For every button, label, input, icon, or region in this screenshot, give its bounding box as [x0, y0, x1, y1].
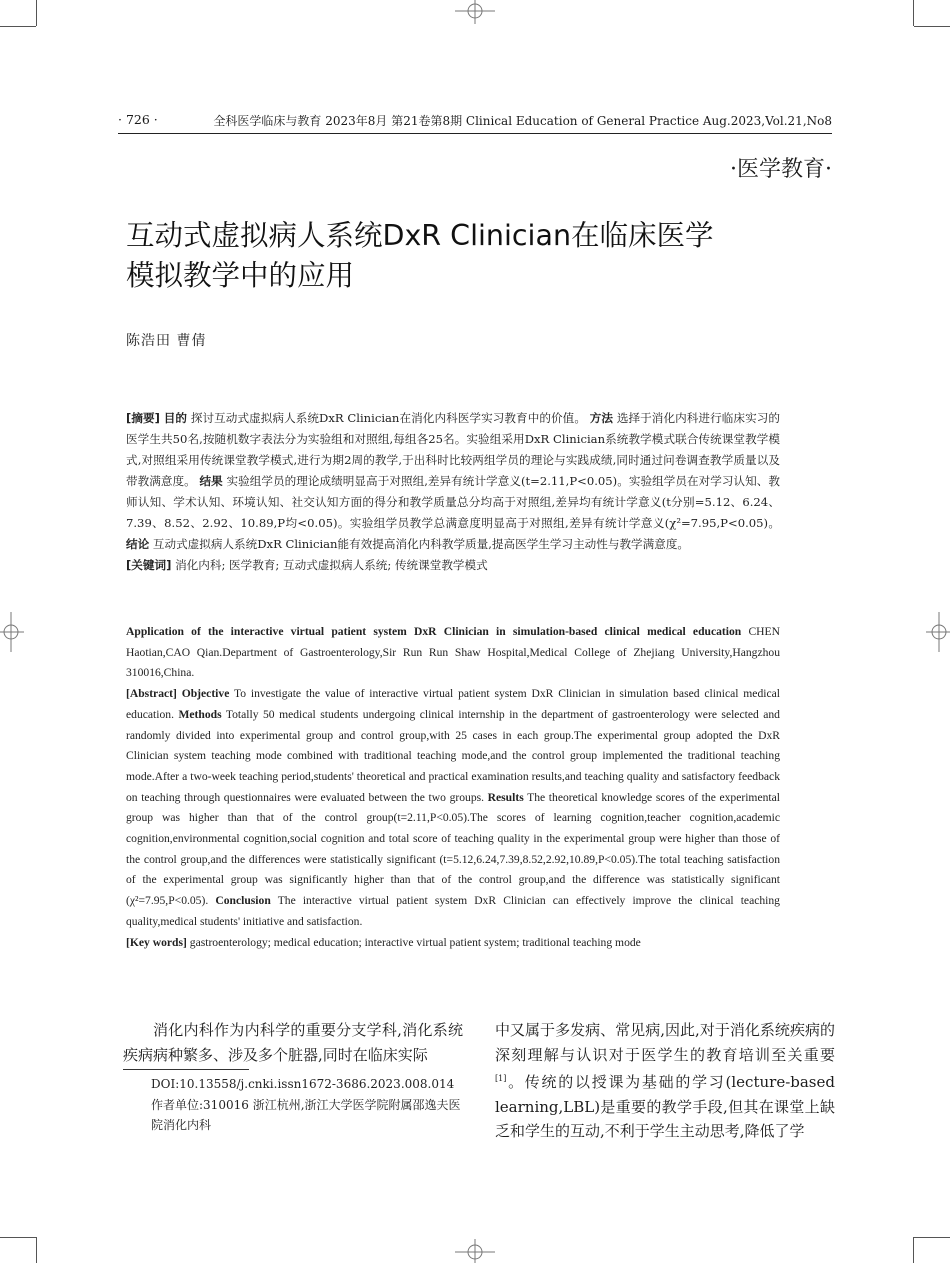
header-rule [118, 133, 832, 134]
abstract-label: [摘要] [126, 411, 160, 425]
objective-label: Objective [181, 687, 230, 701]
registration-mark-right [926, 612, 950, 652]
reference-marker[interactable]: [1] [495, 1074, 507, 1083]
english-abstract [126, 622, 780, 953]
page-number: · 726 · [118, 112, 158, 127]
keywords-label: [关键词] [126, 558, 172, 572]
section-label: ·医学教育· [730, 157, 832, 182]
body-text: 。传统的以授课为基础的学习(lecture-based learning,LBL)是重要的教学手段,但其在课堂上缺乏和学生的互动,不利于学生主动思考,降低了学 [495, 1073, 835, 1140]
chinese-abstract [126, 408, 780, 576]
methods-label: Methods [178, 707, 222, 721]
crop-mark [914, 26, 950, 27]
objective-text: 探讨互动式虚拟病人系统DxR Clinician在消化内科医学实习教育中的价值。 [190, 411, 586, 425]
conclusion-text: The interactive virtual patient system DxR Clinician can effectively improve the clinical teaching quality,medical students' initiative and satisfaction. [126, 894, 780, 928]
keywords-text: gastroenterology; medical education; interactive virtual patient system; traditional teaching mode [189, 935, 641, 949]
results-text: 实验组学员的理论成绩明显高于对照组,差异有统计学意义(t=2.11,P<0.05)。实验组学员在对学习认知、教师认知、学术认知、环境认知、社交认知方面的得分和教学质量总分均高于对照组,差异均有统计学意义(t分别=5.12、6.24、7.39、8.52、2.92、10.89,P均<0.05)。实验组学员教学总满意度明显高于对照组,差异有统计学意义(χ²=7.95,P<0.05)。 [126, 474, 781, 530]
running-header [118, 112, 832, 132]
methods-text: Totally 50 medical students undergoing clinical internship in the department of gastroenterology were selected and randomly divided into experimental group and control group,with 25 cases in each group.The experimental group adopted the DxR Clinician system teaching mode combined with traditional teaching mode,and the control group implemented the traditional teaching mode.After a two-week teaching period,students' theoretical and practical examination results,and teaching quality and satisfactory feedback on teaching through questionnaires were evaluated between the two groups. [126, 707, 780, 804]
footnote-rule [123, 1069, 249, 1070]
crop-mark [913, 1237, 914, 1263]
body-paragraph: 消化内科作为内科学的重要分支学科,消化系统疾病病种繁多、涉及多个脏器,同时在临床实际 [123, 1021, 463, 1064]
affiliation-text: 浙江杭州,浙江大学医学院附属邵逸夫医院消化内科 [151, 1097, 461, 1132]
methods-label: 方法 [589, 411, 614, 425]
registration-mark-bottom [455, 1239, 495, 1263]
objective-text: To investigate the value of interactive virtual patient system DxR Clinician in simulation based clinical medical education. [126, 687, 780, 721]
results-text: The theoretical knowledge scores of the experimental group was higher than that of the control group(t=2.11,P<0.05).The scores of learning cognition,teacher cognition,academic cognition,environmental cognition,social cognition and total score of teaching quality in the experimental group were higher than those of the control group,and the differences were statistically significant (t=5.12,6.24,7.39,8.52,2.92,10.89,P<0.05).The total teaching satisfaction of the experimental group was significantly higher than that of the control group,and the difference was statistically significant (χ²=7.95,P<0.05). [126, 790, 780, 908]
abstract-label: [Abstract] [126, 687, 177, 701]
title-line: 模拟教学中的应用 [126, 259, 355, 292]
crop-mark [0, 26, 36, 27]
registration-mark-top [455, 0, 495, 24]
results-label: 结果 [199, 474, 223, 488]
body-paragraph [495, 1018, 835, 1144]
keywords-text: 消化内科; 医学教育; 互动式虚拟病人系统; 传统课堂教学模式 [175, 558, 488, 572]
footnote [123, 1074, 468, 1136]
methods-text: 选择于消化内科进行临床实习的医学生共50名,按随机数字表法分为实验组和对照组,每组各25名。实验组采用DxR Clinician系统教学模式联合传统课堂教学模式,对照组采用传统课堂教学模式,进行为期2周的教学,于出科时比较两组学员的理论与实践成绩,同时通过问卷调查教学质量以及带教满意度。 [126, 411, 780, 488]
body-column-right [495, 1018, 835, 1144]
crop-mark [914, 1237, 950, 1238]
conclusion-label: 结论 [126, 537, 150, 551]
crop-mark [36, 0, 37, 26]
results-label: Results [487, 790, 524, 804]
body-text: 中又属于多发病、常见病,因此,对于消化系统疾病的深刻理解与认识对于医学生的教育培训至关重要 [495, 1021, 835, 1064]
doi: DOI:10.13558/j.cnki.issn1672-3686.2023.008.014 [151, 1077, 455, 1091]
crop-mark [0, 1237, 36, 1238]
objective-label: 目的 [163, 411, 188, 425]
affiliation-label: 作者单位:310016 [151, 1097, 249, 1112]
conclusion-text: 互动式虚拟病人系统DxR Clinician能有效提高消化内科教学质量,提高医学生学习主动性与教学满意度。 [152, 537, 690, 551]
english-authors: CHEN Haotian,CAO Qian.Department of Gastroenterology,Sir Run Run Shaw Hospital,Medical College of Zhejiang University,Hangzhou 310016,China. [126, 625, 780, 680]
crop-mark [913, 0, 914, 26]
affiliation [123, 1095, 468, 1136]
journal-info: 全科医学临床与教育 2023年8月 第21卷第8期 Clinical Education of General Practice Aug.2023,Vol.21,No8 [213, 114, 832, 128]
title-line: 互动式虚拟病人系统DxR Clinician在临床医学 [126, 219, 714, 252]
english-title: Application of the interactive virtual patient system DxR Clinician in simulation-based clinical medical education [126, 625, 742, 638]
keywords-label: [Key words] [126, 935, 187, 949]
article-title [126, 216, 826, 296]
crop-mark [36, 1237, 37, 1263]
registration-mark-left [0, 612, 24, 652]
authors: 陈浩田 曹倩 [126, 333, 207, 349]
body-column-left [123, 1018, 463, 1067]
conclusion-label: Conclusion [215, 894, 271, 908]
